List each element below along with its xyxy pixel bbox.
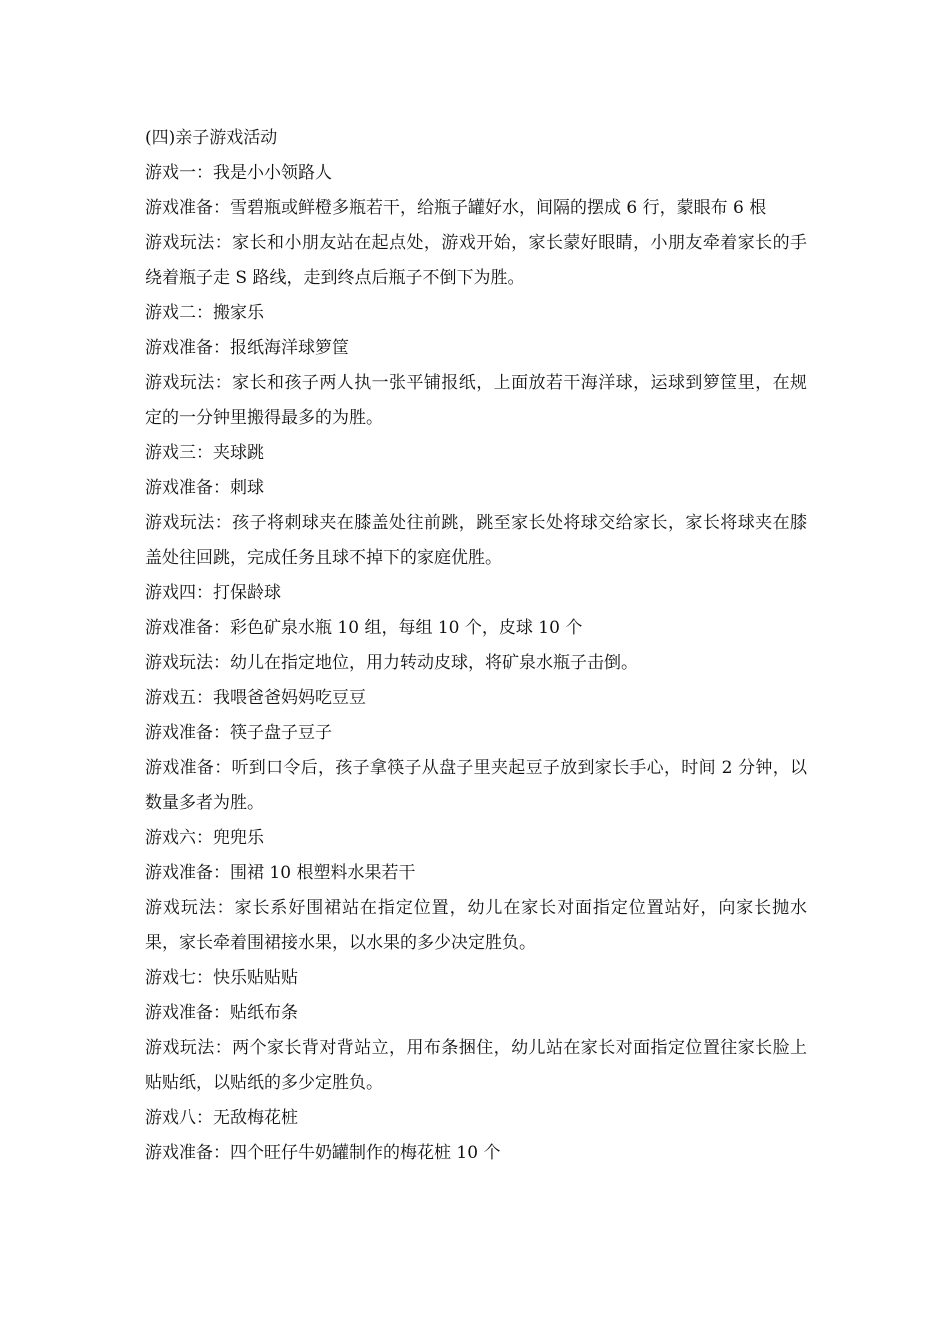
game-8-title: 游戏八：无敌梅花桩 (145, 1108, 298, 1128)
game-2-title: 游戏二：搬家乐 (145, 303, 264, 323)
game-1-title: 游戏一：我是小小领路人 (145, 163, 332, 183)
game-4-title: 游戏四：打保龄球 (145, 583, 281, 603)
game-7-title: 游戏七：快乐贴贴贴 (145, 968, 298, 988)
game-5-title: 游戏五：我喂爸爸妈妈吃豆豆 (145, 688, 366, 708)
game-4-rules: 游戏玩法：幼儿在指定地位，用力转动皮球，将矿泉水瓶子击倒。 (145, 653, 638, 673)
game-4-preparation: 游戏准备：彩色矿泉水瓶 10 组，每组 10 个，皮球 10 个 (145, 618, 583, 638)
game-6-title: 游戏六：兜兜乐 (145, 828, 264, 848)
game-3-preparation: 游戏准备：刺球 (145, 478, 264, 498)
section-title: (四)亲子游戏活动 (145, 128, 278, 148)
game-5-rules: 游戏准备：听到口令后，孩子拿筷子从盘子里夹起豆子放到家长手心，时间 2 分钟，以数量多者为胜。 (145, 758, 807, 813)
game-3-rules: 游戏玩法：孩子将刺球夹在膝盖处往前跳，跳至家长处将球交给家长，家长将球夹在膝盖处往回跳，完成任务且球不掉下的家庭优胜。 (145, 513, 807, 568)
game-5-preparation: 游戏准备：筷子盘子豆子 (145, 723, 332, 743)
game-7-preparation: 游戏准备：贴纸布条 (145, 1003, 298, 1023)
game-6-preparation: 游戏准备：围裙 10 根塑料水果若干 (145, 863, 416, 883)
game-1-preparation: 游戏准备：雪碧瓶或鲜橙多瓶若干，给瓶子罐好水，间隔的摆成 6 行，蒙眼布 6 根 (145, 198, 767, 218)
game-7-rules: 游戏玩法：两个家长背对背站立，用布条捆住，幼儿站在家长对面指定位置往家长脸上贴贴纸，以贴纸的多少定胜负。 (145, 1038, 807, 1093)
document-body (145, 121, 807, 1171)
game-1-rules: 游戏玩法：家长和小朋友站在起点处，游戏开始，家长蒙好眼睛，小朋友牵着家长的手绕着瓶子走 S 路线，走到终点后瓶子不倒下为胜。 (145, 233, 807, 288)
game-2-rules: 游戏玩法：家长和孩子两人执一张平铺报纸，上面放若干海洋球，运球到箩筐里，在规定的一分钟里搬得最多的为胜。 (145, 373, 807, 428)
game-2-preparation: 游戏准备：报纸海洋球箩筐 (145, 338, 349, 358)
game-6-rules: 游戏玩法：家长系好围裙站在指定位置，幼儿在家长对面指定位置站好，向家长抛水果，家长牵着围裙接水果，以水果的多少决定胜负。 (145, 898, 807, 953)
game-8-preparation: 游戏准备：四个旺仔牛奶罐制作的梅花桩 10 个 (145, 1143, 501, 1163)
game-3-title: 游戏三：夹球跳 (145, 443, 264, 463)
